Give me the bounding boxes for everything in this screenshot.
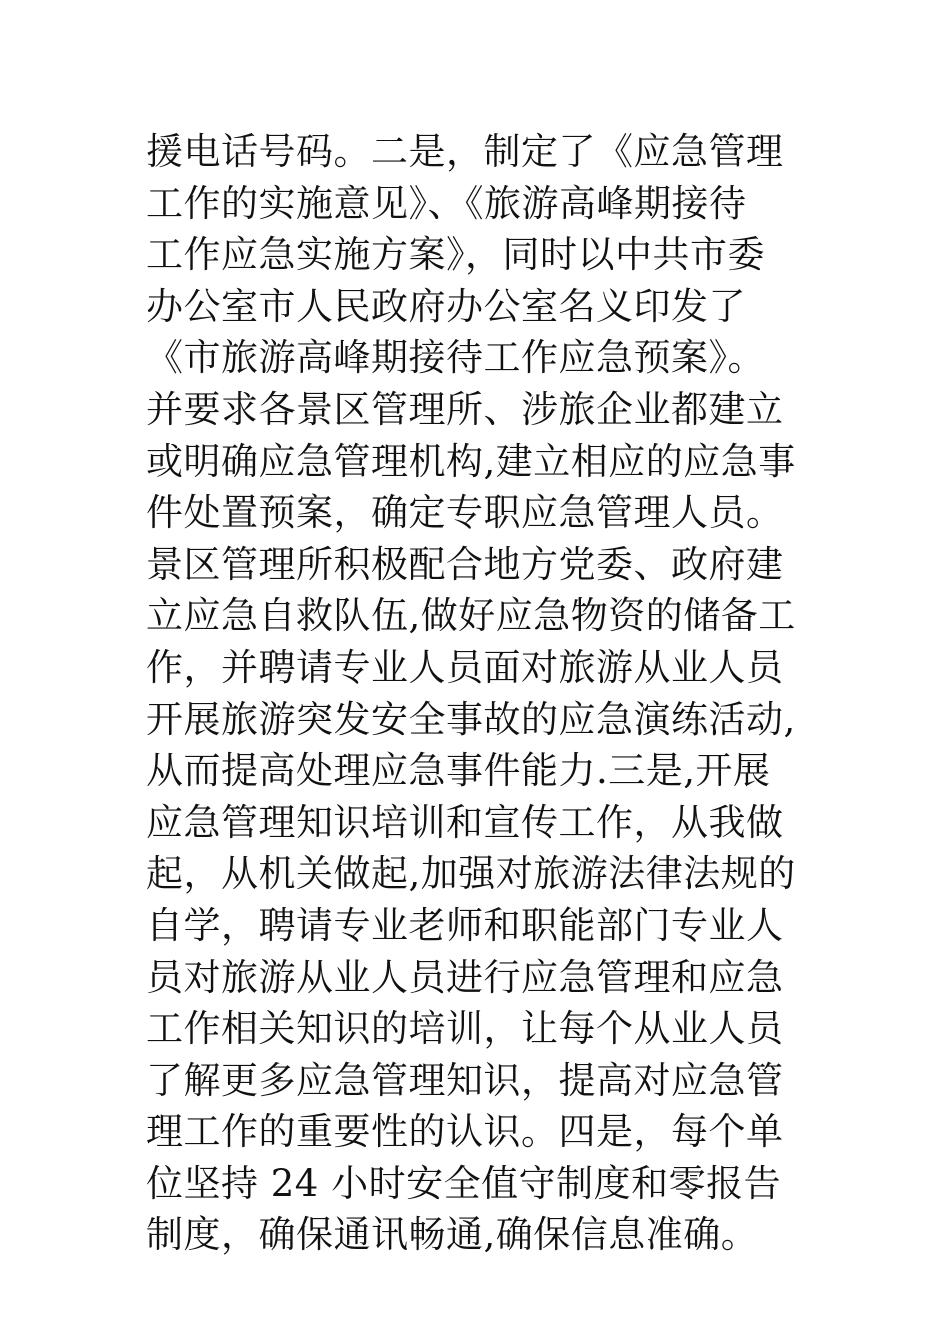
text-line: 立应急自救队伍,做好应急物资的储备工 — [146, 594, 796, 638]
text-line: 援电话号码。二是，制定了《应急管理 — [146, 130, 784, 173]
text-line: 位坚持 24 小时安全值守制度和零报告 — [146, 1161, 782, 1205]
text-line: 工作的实施意见》、《旅游高峰期接待 — [146, 181, 747, 225]
text-line: 并要求各景区管理所、涉旅企业都建立 — [146, 387, 784, 431]
text-line: 《市旅游高峰期接待工作应急预案》。 — [146, 336, 765, 380]
text-line: 或明确应急管理机构,建立相应的应急事 — [146, 439, 796, 483]
text-line: 件处置预案，确定专职应急管理人员。 — [146, 491, 784, 535]
text-line: 制度，确保通讯畅通,确保信息准确。 — [146, 1213, 759, 1257]
text-line: 作，并聘请专业人员面对旅游从业人员 — [146, 645, 784, 689]
text-line: 起，从机关做起,加强对旅游法律法规的 — [146, 852, 796, 896]
text-line: 开展旅游突发安全事故的应急演练活动, — [146, 697, 796, 741]
body-text — [146, 126, 846, 1261]
text-line: 理工作的重要性的认识。四是，每个单 — [146, 1110, 784, 1154]
text-line: 员对旅游从业人员进行应急管理和应急 — [146, 955, 784, 999]
text-line: 自学，聘请专业老师和职能部门专业人 — [146, 903, 784, 947]
text-line: 景区管理所积极配合地方党委、政府建 — [146, 542, 784, 586]
text-line: 了解更多应急管理知识，提高对应急管 — [146, 1058, 784, 1102]
text-line: 工作应急实施方案》，同时以中共市委 — [146, 233, 765, 277]
text-line: 应急管理知识培训和宣传工作，从我做 — [146, 800, 784, 844]
text-line: 从而提高处理应急事件能力.三是,开展 — [146, 749, 771, 793]
text-line: 办公室市人民政府办公室名义印发了 — [146, 284, 746, 328]
text-line: 工作相关知识的培训，让每个从业人员 — [146, 1007, 784, 1051]
